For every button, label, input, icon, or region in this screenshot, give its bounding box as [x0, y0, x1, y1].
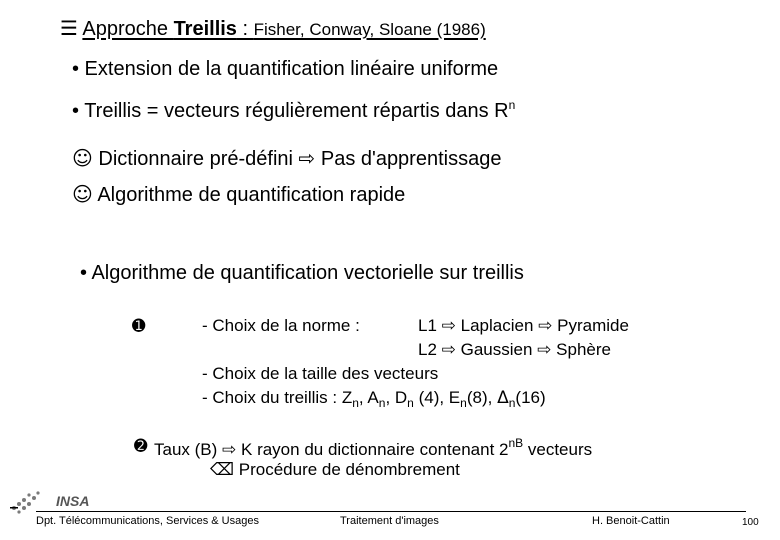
arrow-right-icon: ⇨ — [441, 340, 456, 360]
insa-logo-text: INSA — [56, 493, 90, 509]
step-two-marker: ➋ — [134, 436, 148, 455]
smiley-line-dictionnaire: ☺ Dictionnaire pré-défini ⇨ Pas d'apprentissage — [72, 146, 502, 170]
arrow-right-icon: ⇨ — [441, 316, 456, 336]
arrow-right-icon: ⇨ — [538, 316, 553, 336]
footer-department: Dpt. Télécommunications, Services & Usages — [36, 515, 259, 527]
smiley-line-algorithme: ☺ Algorithme de quantification rapide — [72, 182, 406, 206]
slide-title — [60, 16, 486, 41]
title-keyword: Treillis — [173, 18, 237, 40]
choix-norme-label: - Choix de la norme : — [202, 316, 360, 335]
title-reference: Fisher, Conway, Sloane (1986) — [253, 20, 486, 39]
procedure-line: ⌫ Procédure de dénombrement — [210, 460, 460, 480]
section-algorithme: • Algorithme de quantification vectorielle sur treillis — [80, 262, 524, 284]
bullet-extension: • Extension de la quantification linéaire uniforme — [72, 58, 499, 80]
arrow-right-icon: ⇨ — [222, 440, 237, 460]
choix-treillis: - Choix du treillis : $Z_n$, $A_n$, $D_n$ (4), $E_n(8)$, $\Delta_n(16)$ — [202, 388, 546, 410]
smiley-icon: ☺ — [72, 146, 93, 170]
footer-course: Traitement d'images — [340, 515, 439, 527]
bullet-treillis: • Treillis = vecteurs régulièrement répartis dans $R^n$ — [72, 98, 516, 122]
norme-l2-line: L2 ⇨ Gaussien ⇨ Sphère — [418, 340, 611, 360]
step-one-marker: ➊ — [132, 316, 146, 335]
page-number: 100 — [742, 517, 759, 528]
smiley-icon: ☺ — [72, 182, 93, 206]
title-text: Approche Treillis : Fisher, Conway, Sloane (1986) — [82, 18, 486, 40]
erase-icon: ⌫ — [210, 460, 235, 480]
arrow-right-icon: ⇨ — [537, 340, 552, 360]
footer-author: H. Benoit-Cattin — [592, 515, 670, 527]
arrow-right-icon: ⇨ — [298, 146, 316, 170]
norme-l1-line: L1 ⇨ Laplacien ⇨ Pyramide — [418, 316, 629, 336]
footer-rule — [36, 511, 746, 512]
list-icon: ☰ — [60, 16, 78, 40]
choix-taille: - Choix de la taille des vecteurs — [202, 364, 439, 383]
taux-line: Taux (B) ⇨ K rayon du dictionnaire contenant $2^{nB}$ vecteurs — [154, 436, 593, 460]
